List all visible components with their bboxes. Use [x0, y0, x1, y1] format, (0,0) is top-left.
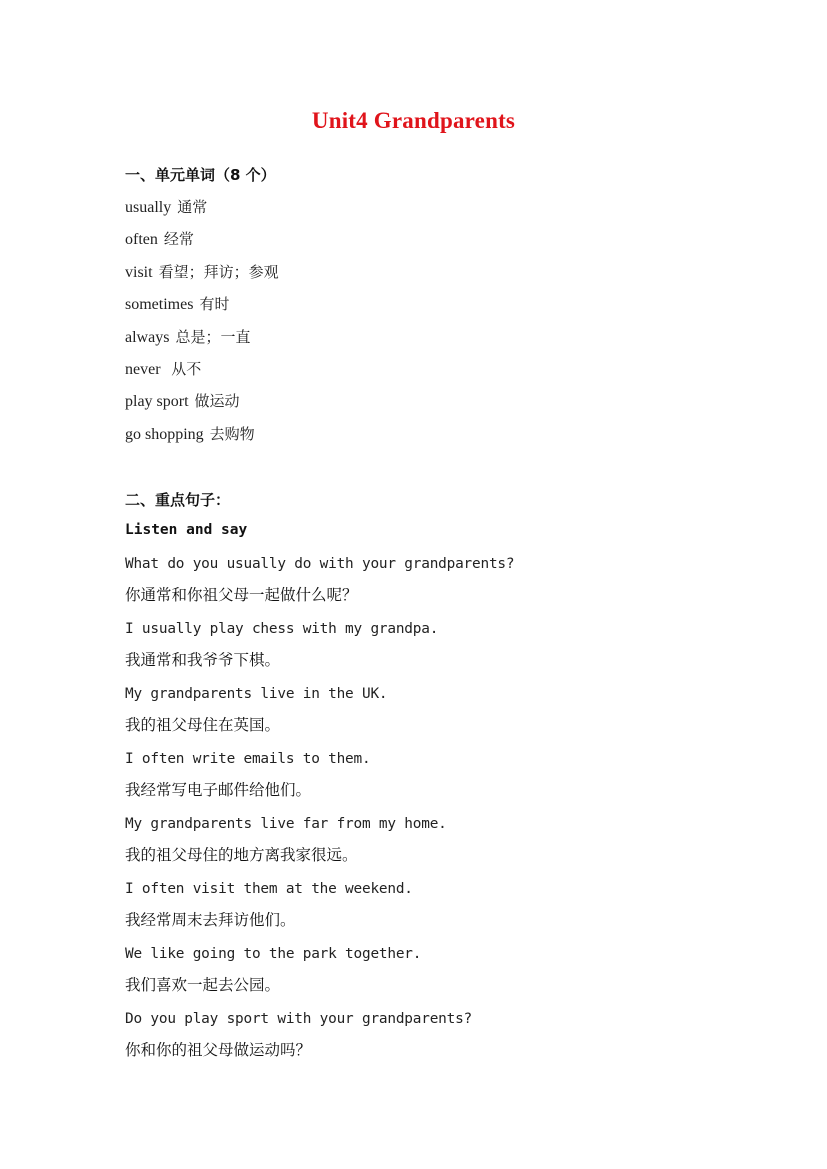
vocab-item [125, 358, 279, 390]
sentence-english: I often write emails to them. [125, 751, 371, 767]
sentence-english: Do you play sport with your grandparents? [125, 1011, 473, 1027]
sentence-pair [125, 943, 514, 1008]
section-heading-vocab: 一、单元单词（8 个） [125, 166, 276, 184]
vocab-meaning: 总是；一直 [175, 327, 251, 346]
sentence-chinese: 我的祖父母住在英国。 [125, 716, 281, 734]
vocab-word: often [125, 231, 158, 249]
vocab-item [125, 390, 279, 422]
subheading-listen-and-say: Listen and say [125, 522, 248, 538]
vocab-meaning: 有时 [199, 295, 230, 314]
sentence-pair [125, 748, 514, 813]
sentence-pair [125, 683, 514, 748]
vocab-word: go shopping [125, 425, 204, 443]
sentence-chinese: 我经常写电子邮件给他们。 [125, 781, 312, 799]
vocab-meaning: 做运动 [194, 392, 240, 411]
sentence-english: What do you usually do with your grandparents? [125, 556, 515, 572]
sentence-pair [125, 1008, 514, 1073]
sentence-chinese: 我经常周末去拜访他们。 [125, 911, 296, 929]
vocab-word: play sport [125, 393, 189, 411]
vocab-list [125, 196, 279, 455]
sentence-chinese: 我的祖父母住的地方离我家很远。 [125, 846, 358, 864]
vocab-meaning: 从不 [166, 359, 202, 378]
vocab-item [125, 423, 279, 455]
sentence-pair [125, 878, 514, 943]
section-heading-sentences: 二、重点句子： [125, 491, 231, 509]
sentence-english: We like going to the park together. [125, 946, 422, 962]
sentence-chinese: 我们喜欢一起去公园。 [125, 976, 281, 994]
vocab-word: visit [125, 263, 153, 281]
vocab-word: sometimes [125, 296, 194, 314]
sentence-pair [125, 553, 514, 618]
page-title: Unit4 Grandparents [311, 108, 516, 133]
sentence-english: My grandparents live in the UK. [125, 686, 388, 702]
vocab-word: usually [125, 199, 172, 216]
vocab-meaning: 去购物 [209, 424, 255, 443]
vocab-item [125, 228, 279, 260]
sentence-chinese: 你和你的祖父母做运动吗？ [125, 1041, 312, 1059]
vocab-item [125, 293, 279, 325]
vocab-meaning: 通常 [177, 198, 208, 216]
sentence-pair [125, 618, 514, 683]
vocab-word: never [125, 360, 161, 378]
sentence-pair [125, 813, 514, 878]
sentence-chinese: 你通常和你祖父母一起做什么呢？ [125, 586, 358, 604]
vocab-item [125, 196, 279, 228]
sentence-english: My grandparents live far from my home. [125, 816, 447, 832]
sentence-english: I usually play chess with my grandpa. [125, 621, 439, 637]
vocab-meaning: 看望；拜访；参观 [158, 262, 279, 281]
vocab-word: always [125, 328, 170, 346]
sentence-list [125, 553, 514, 1073]
vocab-item [125, 261, 279, 293]
vocab-item [125, 326, 279, 358]
vocab-meaning: 经常 [163, 230, 194, 249]
sentence-chinese: 我通常和我爷爷下棋。 [125, 651, 281, 669]
sentence-english: I often visit them at the weekend. [125, 881, 413, 897]
